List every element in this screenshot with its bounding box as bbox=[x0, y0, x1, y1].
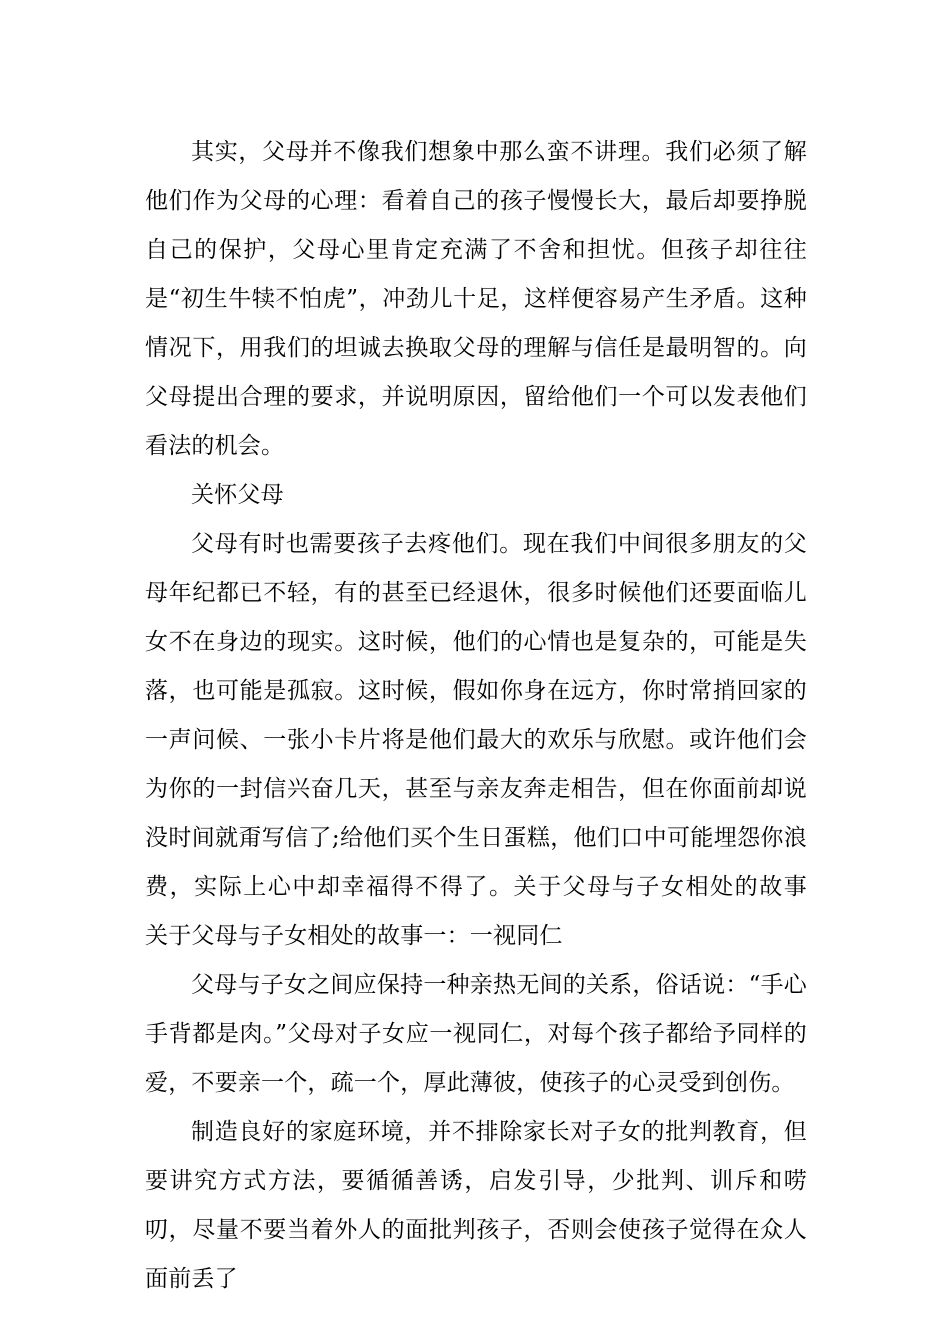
paragraph-family-environment: 制造良好的家庭环境，并不排除家长对子女的批判教育，但要讲究方式方法，要循循善诱，启发引导，少批判、训斥和唠叨，尽量不要当着外人的面批判孩子，否则会使孩子觉得在众人面前丢了 bbox=[145, 1119, 807, 1292]
paragraph-understand-parents: 其实，父母并不像我们想象中那么蛮不讲理。我们必须了解他们作为父母的心理：看着自己的孩子慢慢长大，最后却要挣脱自己的保护，父母心里肯定充满了不舍和担忧。但孩子却往往是“初生牛犊不怕虎”，冲劲儿十足，这样便容易产生矛盾。这种情况下，用我们的坦诚去换取父母的理解与信任是最明智的。向父母提出合理的要求，并说明原因，留给他们一个可以发表他们看法的机会。 bbox=[145, 139, 807, 459]
document-body bbox=[145, 128, 854, 1304]
paragraph-care-for-parents: 父母有时也需要孩子去疼他们。现在我们中间很多朋友的父母年纪都已不轻，有的甚至已经退休，很多时候他们还要面临儿女不在身边的现实。这时候，他们的心情也是复杂的，可能是失落，也可能是孤寂。这时候，假如你身在远方，你时常捎回家的一声问候、一张小卡片将是他们最大的欢乐与欣慰。或许他们会为你的一封信兴奋几天，甚至与亲友奔走相告，但在你面前却说没时间就甭写信了;给他们买个生日蛋糕，他们口中可能埋怨你浪费，实际上心中却幸福得不得了。关于父母与子女相处的故事 关于父母与子女相处的故事一：一视同仁 bbox=[145, 531, 854, 949]
paragraph-treat-equally: 父母与子女之间应保持一种亲热无间的关系，俗话说：“手心手背都是肉。”父母对子女应一视同仁，对每个孩子都给予同样的爱，不要亲一个，疏一个，厚此薄彼，使孩子的心灵受到创伤。 bbox=[145, 972, 807, 1096]
section-heading-care-for-parents: 关怀父母 bbox=[191, 482, 284, 508]
